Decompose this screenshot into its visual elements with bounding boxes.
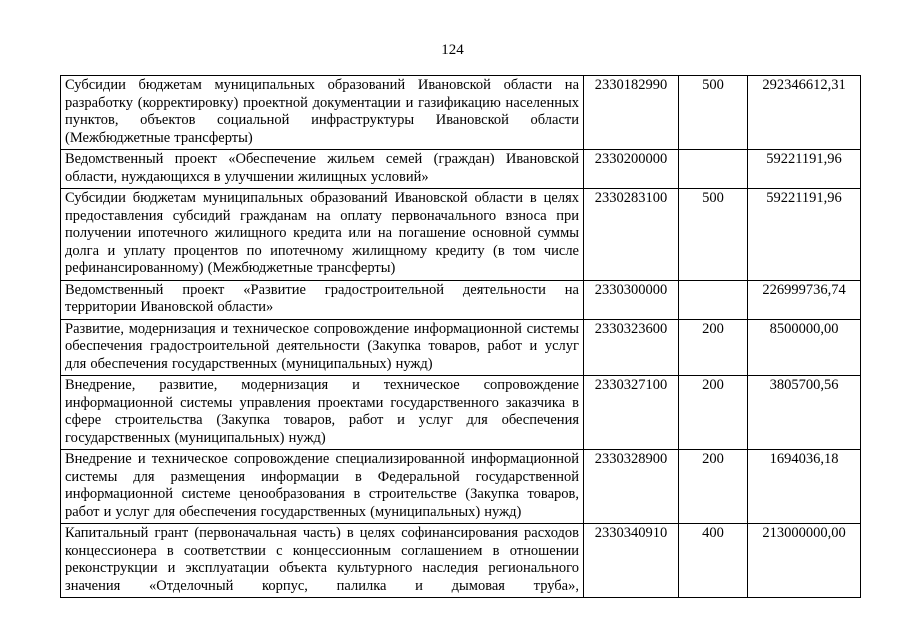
cell-description: Внедрение, развитие, модернизация и техническое сопровождение информационной системы управления проектами государственного заказчика в сфере строительства (Закупка товаров, работ и услуг для обеспечения государственных (муниципальных) нужд) (61, 376, 584, 450)
cell-expense-type: 200 (679, 376, 748, 450)
cell-code: 2330327100 (584, 376, 679, 450)
table-row (61, 280, 861, 319)
cell-amount: 59221191,96 (748, 189, 861, 281)
table-row (61, 450, 861, 524)
table-row (61, 189, 861, 281)
cell-description: Развитие, модернизация и техническое сопровождение информационной системы обеспечения градостроительной деятельности (Закупка товаров, работ и услуг для обеспечения государственных (муниципальных) нужд) (61, 319, 584, 376)
budget-expense-table (60, 75, 861, 598)
cell-code: 2330182990 (584, 76, 679, 150)
table-row (61, 376, 861, 450)
table-row (61, 76, 861, 150)
cell-code: 2330323600 (584, 319, 679, 376)
cell-description: Капитальный грант (первоначальная часть) в целях софинансирования расходов концессионера в соответствии с концессионным соглашением в отношении реконструкции и эксплуатации объекта культурного наследия регионального значения «Отделочный корпус, палилка и дымовая труба», (61, 524, 584, 598)
cell-amount: 8500000,00 (748, 319, 861, 376)
cell-amount: 226999736,74 (748, 280, 861, 319)
cell-description: Субсидии бюджетам муниципальных образований Ивановской области в целях предоставления субсидий гражданам на оплату первоначального взноса при получении ипотечного жилищного кредита или на погашение основной суммы долга и уплату процентов по ипотечному жилищному кредиту (в том числе рефинансированному) (Межбюджетные трансферты) (61, 189, 584, 281)
cell-expense-type: 500 (679, 189, 748, 281)
cell-code: 2330300000 (584, 280, 679, 319)
cell-expense-type: 400 (679, 524, 748, 598)
cell-description: Субсидии бюджетам муниципальных образований Ивановской области на разработку (корректировку) проектной документации и газификацию населенных пунктов, объектов социальной инфраструктуры Ивановской области (Межбюджетные трансферты) (61, 76, 584, 150)
cell-amount: 59221191,96 (748, 150, 861, 189)
cell-amount: 1694036,18 (748, 450, 861, 524)
page-number: 124 (441, 42, 464, 58)
cell-description: Ведомственный проект «Развитие градостроительной деятельности на территории Ивановской области» (61, 280, 584, 319)
cell-description: Ведомственный проект «Обеспечение жильем семей (граждан) Ивановской области, нуждающихся в улучшении жилищных условий» (61, 150, 584, 189)
table-row (61, 319, 861, 376)
cell-expense-type: 200 (679, 450, 748, 524)
cell-code: 2330328900 (584, 450, 679, 524)
cell-expense-type: 500 (679, 76, 748, 150)
table-row (61, 150, 861, 189)
cell-expense-type (679, 150, 748, 189)
cell-code: 2330200000 (584, 150, 679, 189)
cell-amount: 213000000,00 (748, 524, 861, 598)
cell-amount: 292346612,31 (748, 76, 861, 150)
cell-expense-type (679, 280, 748, 319)
cell-amount: 3805700,56 (748, 376, 861, 450)
cell-code: 2330340910 (584, 524, 679, 598)
cell-code: 2330283100 (584, 189, 679, 281)
table-row (61, 524, 861, 598)
cell-expense-type: 200 (679, 319, 748, 376)
cell-description: Внедрение и техническое сопровождение специализированной информационной системы для размещения информации в Федеральной государственной информационной системе ценообразования в строительстве (Закупка товаров, работ и услуг для обеспечения государственных (муниципальных) нужд) (61, 450, 584, 524)
